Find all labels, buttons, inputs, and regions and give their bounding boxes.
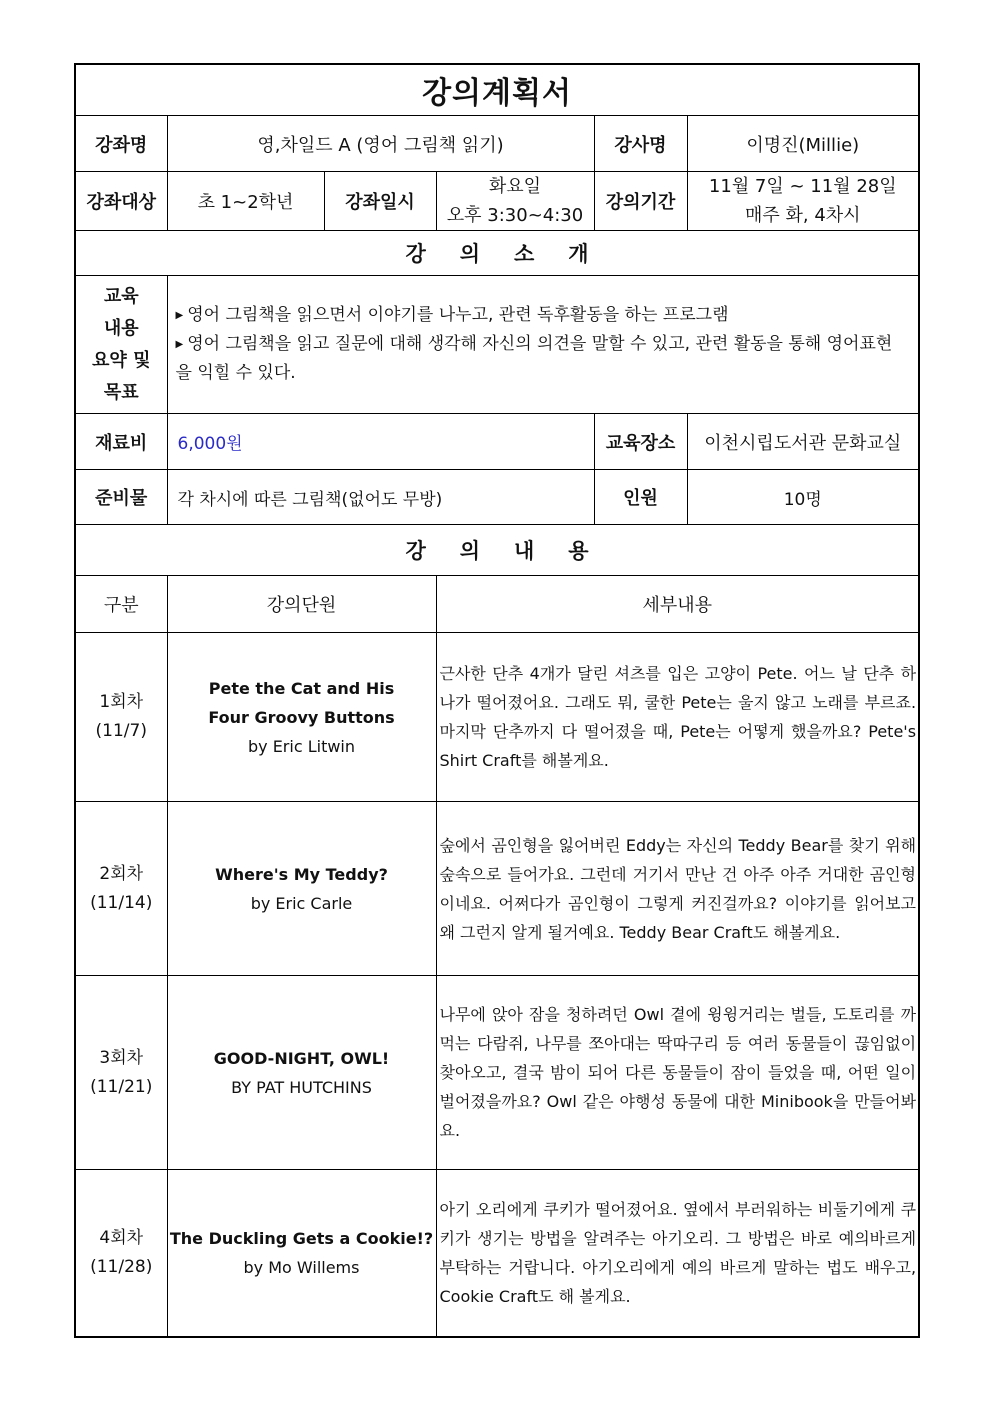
course-name: 영,차일드 A (영어 그림책 읽기) bbox=[167, 116, 594, 172]
session-date: (11/28) bbox=[90, 1256, 153, 1277]
table-row bbox=[75, 802, 919, 976]
col-header-session: 구분 bbox=[75, 576, 167, 633]
goal-label-line: 요약 및 bbox=[92, 349, 151, 371]
triangle-bullet-icon: ▶ bbox=[175, 339, 184, 350]
session-number: 4회차 bbox=[99, 1227, 144, 1248]
intro-section-header bbox=[75, 231, 919, 276]
unit-cell bbox=[167, 1170, 436, 1337]
period-label: 강의기간 bbox=[594, 172, 687, 231]
content-section-header bbox=[75, 525, 919, 576]
period-value bbox=[687, 172, 919, 231]
goal-label-line: 내용 bbox=[103, 317, 139, 339]
book-title: GOOD-NIGHT, OWL! bbox=[213, 1048, 390, 1068]
book-author: by Eric Carle bbox=[250, 893, 353, 913]
supplies-value: 각 차시에 따른 그림책(없어도 무방) bbox=[167, 470, 594, 525]
supplies-label: 준비물 bbox=[75, 470, 167, 525]
book-title: The Duckling Gets a Cookie!? bbox=[169, 1228, 434, 1248]
goal-content bbox=[167, 276, 919, 414]
session-cell bbox=[75, 1170, 167, 1337]
session-cell bbox=[75, 802, 167, 976]
book-title: Pete the Cat and His Four Groovy Buttons bbox=[208, 678, 395, 727]
col-header-detail: 세부내용 bbox=[436, 576, 919, 633]
goal-label-line: 목표 bbox=[103, 381, 139, 403]
session-date: (11/7) bbox=[95, 721, 147, 741]
triangle-bullet-icon: ▶ bbox=[175, 310, 184, 321]
material-fee-value: 6,000원 bbox=[167, 414, 594, 470]
book-author: by Eric Litwin bbox=[247, 736, 356, 756]
schedule-time: 오후 3:30~4:30 bbox=[446, 205, 584, 226]
unit-cell bbox=[167, 802, 436, 976]
detail-cell: 근사한 단추 4개가 달린 셔츠를 입은 고양이 Pete. 어느 날 단추 하나가 떨어졌어요. 그래도 뭐, 쿨한 Pete는 울지 않고 노래를 부르죠. 마지막 단추까지 다 떨어졌을 때, Pete는 어떻게 했을까요? Pete's Shirt Craft를 해볼게요. bbox=[436, 633, 919, 802]
schedule-value bbox=[436, 172, 594, 231]
period-sessions: 매주 화, 4차시 bbox=[744, 205, 861, 226]
document-title: 강의계획서 bbox=[75, 64, 919, 116]
goal-item-text: 영어 그림책을 읽으면서 이야기를 나누고, 관련 독후활동을 하는 프로그램 bbox=[187, 305, 729, 325]
goal-item bbox=[176, 301, 907, 330]
target-value: 초 1~2학년 bbox=[167, 172, 324, 231]
instructor-name: 이명진(Millie) bbox=[687, 116, 919, 172]
goal-label-line: 교육 bbox=[103, 285, 139, 307]
material-fee-label: 재료비 bbox=[75, 414, 167, 470]
session-number: 3회차 bbox=[99, 1047, 144, 1068]
place-label: 교육장소 bbox=[594, 414, 687, 470]
course-name-label: 강좌명 bbox=[75, 116, 167, 172]
instructor-label: 강사명 bbox=[594, 116, 687, 172]
book-title: Where's My Teddy? bbox=[215, 864, 388, 884]
intro-section-title: 강의소개 bbox=[405, 242, 623, 266]
goal-label bbox=[75, 276, 167, 414]
table-row bbox=[75, 633, 919, 802]
session-number: 2회차 bbox=[99, 863, 144, 884]
schedule-label: 강좌일시 bbox=[324, 172, 436, 231]
book-author: by Mo Willems bbox=[243, 1257, 360, 1277]
goal-item-text: 영어 그림책을 읽고 질문에 대해 생각해 자신의 의견을 말할 수 있고, 관련 활동을 통해 영어표현을 익힐 수 있다. bbox=[175, 334, 893, 383]
session-date: (11/21) bbox=[90, 1076, 153, 1097]
lecture-plan-table bbox=[74, 63, 920, 1338]
lecture-plan-document bbox=[74, 63, 918, 1338]
session-date: (11/14) bbox=[90, 892, 153, 913]
unit-cell bbox=[167, 633, 436, 802]
table-row bbox=[75, 976, 919, 1170]
detail-cell: 숲에서 곰인형을 잃어버린 Eddy는 자신의 Teddy Bear를 찾기 위해 숲속으로 들어가요. 그런데 거기서 만난 건 아주 아주 거대한 곰인형이네요. 어쩌다가 곰인형이 그렇게 커진걸까요? 이야기를 읽어보고 왜 그런지 알게 될거예요. Teddy Bear Craft도 해볼게요. bbox=[436, 802, 919, 976]
session-cell bbox=[75, 976, 167, 1170]
content-section-title: 강의내용 bbox=[405, 539, 623, 563]
detail-cell: 아기 오리에게 쿠키가 떨어졌어요. 옆에서 부러워하는 비둘기에게 쿠키가 생기는 방법을 알려주는 아기오리. 그 방법은 바로 예의바르게 부탁하는 거랍니다. 아기오리에게 예의 바르게 말하는 법도 배우고, Cookie Craft도 해 볼게요. bbox=[436, 1170, 919, 1337]
capacity-label: 인원 bbox=[594, 470, 687, 525]
book-author: BY PAT HUTCHINS bbox=[231, 1077, 372, 1097]
target-label: 강좌대상 bbox=[75, 172, 167, 231]
period-dates: 11월 7일 ~ 11월 28일 bbox=[708, 176, 897, 197]
place-value: 이천시립도서관 문화교실 bbox=[687, 414, 919, 470]
capacity-value: 10명 bbox=[687, 470, 919, 525]
schedule-day: 화요일 bbox=[488, 176, 542, 197]
unit-cell bbox=[167, 976, 436, 1170]
table-row bbox=[75, 1170, 919, 1337]
goal-item bbox=[176, 330, 907, 388]
col-header-unit: 강의단원 bbox=[167, 576, 436, 633]
session-number: 1회차 bbox=[99, 692, 144, 712]
session-cell bbox=[75, 633, 167, 802]
detail-cell: 나무에 앉아 잠을 청하려던 Owl 곁에 윙윙거리는 벌들, 도토리를 까먹는 다람쥐, 나무를 쪼아대는 딱따구리 등 여러 동물들이 끊임없이 찾아오고, 결국 밤이 되어 다른 동물들이 잠이 들었을 때, 어떤 일이 벌어졌을까요? Owl 같은 야행성 동물에 대한 Minibook을 만들어봐요. bbox=[436, 976, 919, 1170]
